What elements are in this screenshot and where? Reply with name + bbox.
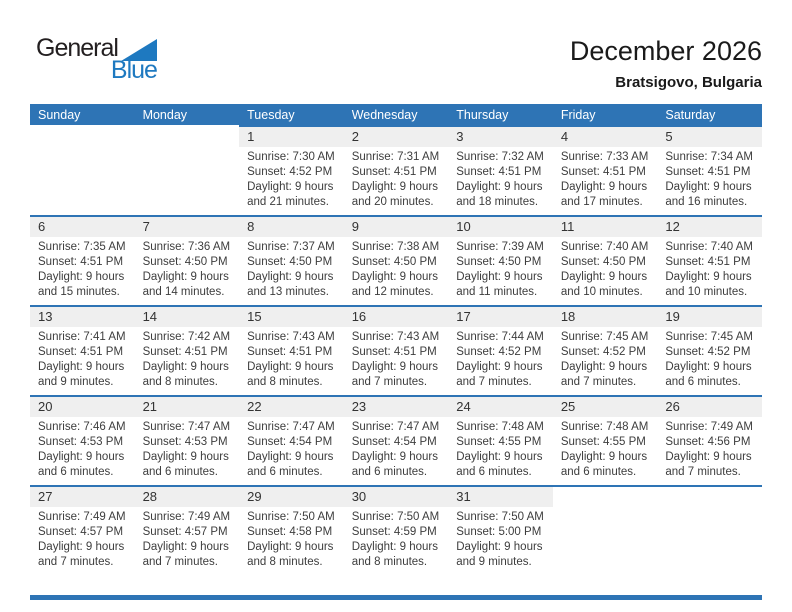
detail-line: Daylight: 9 hours xyxy=(665,271,752,283)
day-number-band xyxy=(239,307,344,327)
day-details xyxy=(30,327,135,390)
detail-line: Sunset: 4:59 PM xyxy=(351,526,437,538)
detail-line: Daylight: 9 hours xyxy=(247,181,334,193)
day-details xyxy=(30,507,135,570)
day-number: 15 xyxy=(247,309,262,324)
day-number: 20 xyxy=(38,399,53,414)
detail-line: Daylight: 9 hours xyxy=(38,271,125,283)
day-number xyxy=(553,489,561,504)
day-number-band xyxy=(448,127,553,147)
detail-line: Sunrise: 7:39 AM xyxy=(456,241,544,253)
day-number-band xyxy=(553,397,658,417)
day-cell-6 xyxy=(30,215,135,305)
week-row xyxy=(30,215,762,305)
detail-line: Sunset: 4:54 PM xyxy=(247,436,333,448)
day-number: 9 xyxy=(351,219,359,234)
day-number: 30 xyxy=(351,489,367,504)
detail-line: and 6 minutes. xyxy=(456,466,532,478)
empty-cell xyxy=(135,125,240,215)
detail-line: Sunrise: 7:35 AM xyxy=(38,241,126,253)
day-number: 22 xyxy=(247,399,262,414)
empty-cell xyxy=(553,485,658,575)
detail-line: and 6 minutes. xyxy=(142,466,218,478)
detail-line: Sunrise: 7:36 AM xyxy=(142,241,231,253)
day-details xyxy=(30,417,135,480)
detail-line: Daylight: 9 hours xyxy=(560,451,648,463)
detail-line: Sunrise: 7:49 AM xyxy=(142,511,231,523)
detail-line: Sunrise: 7:44 AM xyxy=(456,331,544,343)
general-blue-logo xyxy=(36,36,157,83)
day-number-band xyxy=(135,125,240,145)
day-number: 2 xyxy=(351,129,359,144)
detail-line: Sunset: 4:50 PM xyxy=(456,256,542,268)
day-cell-10 xyxy=(448,215,553,305)
day-number: 16 xyxy=(351,309,367,324)
day-cell-17 xyxy=(448,305,553,395)
detail-line: Sunset: 4:51 PM xyxy=(456,166,542,178)
detail-line: Daylight: 9 hours xyxy=(456,361,543,373)
detail-line: Sunrise: 7:45 AM xyxy=(560,331,649,343)
detail-line: Sunrise: 7:48 AM xyxy=(456,421,544,433)
detail-line: and 6 minutes. xyxy=(247,466,323,478)
detail-line: Sunrise: 7:49 AM xyxy=(665,421,753,433)
day-number-band xyxy=(135,217,240,237)
title-block xyxy=(570,36,762,91)
day-number-band xyxy=(30,217,135,237)
detail-line: Sunset: 4:55 PM xyxy=(560,436,646,448)
day-number: 5 xyxy=(665,129,673,144)
day-details xyxy=(135,145,240,148)
empty-cell xyxy=(30,125,135,215)
detail-line: Sunset: 5:00 PM xyxy=(456,526,542,538)
detail-line: Sunset: 4:53 PM xyxy=(142,436,228,448)
day-cell-22 xyxy=(239,395,344,485)
detail-line: and 17 minutes. xyxy=(560,196,643,208)
day-number-band xyxy=(344,487,449,507)
detail-line: and 9 minutes. xyxy=(38,376,114,388)
detail-line: and 9 minutes. xyxy=(456,556,532,568)
detail-line: Sunset: 4:57 PM xyxy=(38,526,124,538)
detail-line: Sunset: 4:51 PM xyxy=(665,256,751,268)
day-number: 25 xyxy=(560,399,576,414)
day-number-band xyxy=(135,487,240,507)
day-number-band xyxy=(553,487,658,507)
detail-line: and 6 minutes. xyxy=(560,466,637,478)
weekday-header-saturday: Saturday xyxy=(657,104,762,125)
detail-line: Sunrise: 7:50 AM xyxy=(247,511,335,523)
day-details xyxy=(344,507,449,570)
detail-line: Sunrise: 7:40 AM xyxy=(560,241,649,253)
day-cell-12 xyxy=(657,215,762,305)
detail-line: Sunset: 4:51 PM xyxy=(560,166,646,178)
detail-line: Sunset: 4:51 PM xyxy=(38,346,124,358)
day-number xyxy=(30,127,38,142)
logo-text-blue: Blue xyxy=(110,56,157,84)
day-number-band xyxy=(657,487,762,507)
detail-line: Daylight: 9 hours xyxy=(560,181,648,193)
day-cell-27 xyxy=(30,485,135,575)
day-details xyxy=(239,147,344,210)
detail-line: Daylight: 9 hours xyxy=(351,181,438,193)
detail-line: and 6 minutes. xyxy=(665,376,741,388)
detail-line: and 7 minutes. xyxy=(560,376,637,388)
day-cell-3 xyxy=(448,125,553,215)
day-cell-28 xyxy=(135,485,240,575)
detail-line: Daylight: 9 hours xyxy=(38,451,125,463)
detail-line: and 11 minutes. xyxy=(456,286,538,298)
detail-line: Sunset: 4:51 PM xyxy=(38,256,124,268)
day-number: 26 xyxy=(665,399,680,414)
detail-line: and 16 minutes. xyxy=(665,196,748,208)
day-number-band xyxy=(30,397,135,417)
day-number: 18 xyxy=(560,309,576,324)
day-cell-7 xyxy=(135,215,240,305)
day-details xyxy=(657,237,762,300)
day-number-band xyxy=(239,487,344,507)
day-number: 3 xyxy=(456,129,464,144)
detail-line: Sunset: 4:50 PM xyxy=(247,256,333,268)
day-details xyxy=(448,147,553,210)
weekday-header-friday: Friday xyxy=(553,104,658,125)
week-row xyxy=(30,125,762,215)
day-cell-23 xyxy=(344,395,449,485)
detail-line: Sunset: 4:55 PM xyxy=(456,436,542,448)
day-number-band xyxy=(553,127,658,147)
logo-text-general: General xyxy=(36,34,118,62)
detail-line: Sunset: 4:57 PM xyxy=(142,526,228,538)
detail-line: Sunrise: 7:45 AM xyxy=(665,331,753,343)
detail-line: and 6 minutes. xyxy=(351,466,428,478)
detail-line: Sunrise: 7:40 AM xyxy=(665,241,753,253)
detail-line: Sunset: 4:54 PM xyxy=(351,436,437,448)
detail-line: and 10 minutes. xyxy=(665,286,748,298)
detail-line: Daylight: 9 hours xyxy=(456,181,543,193)
day-number-band xyxy=(135,397,240,417)
day-details xyxy=(448,417,553,480)
day-details xyxy=(344,237,449,300)
day-number-band xyxy=(448,397,553,417)
day-cell-16 xyxy=(344,305,449,395)
detail-line: Sunset: 4:50 PM xyxy=(142,256,228,268)
detail-line: Daylight: 9 hours xyxy=(247,541,334,553)
day-number: 27 xyxy=(38,489,53,504)
day-number xyxy=(657,489,665,504)
detail-line: Daylight: 9 hours xyxy=(351,541,438,553)
detail-line: Daylight: 9 hours xyxy=(38,361,125,373)
detail-line: Daylight: 9 hours xyxy=(456,271,543,283)
day-number-band xyxy=(657,307,762,327)
detail-line: Sunrise: 7:37 AM xyxy=(247,241,335,253)
day-number: 17 xyxy=(456,309,471,324)
day-number: 23 xyxy=(351,399,367,414)
day-number-band xyxy=(239,217,344,237)
day-cell-14 xyxy=(135,305,240,395)
day-number: 11 xyxy=(560,219,575,234)
detail-line: and 7 minutes. xyxy=(351,376,428,388)
detail-line: Sunrise: 7:43 AM xyxy=(351,331,440,343)
page-title: December 2026 xyxy=(569,36,762,66)
detail-line: Sunset: 4:58 PM xyxy=(247,526,333,538)
detail-line: and 18 minutes. xyxy=(456,196,539,208)
detail-line: Daylight: 9 hours xyxy=(665,181,752,193)
detail-line: Daylight: 9 hours xyxy=(142,361,229,373)
footer-accent-bar xyxy=(30,595,762,600)
calendar-table xyxy=(30,104,762,575)
day-cell-21 xyxy=(135,395,240,485)
day-number: 13 xyxy=(38,309,53,324)
detail-line: and 6 minutes. xyxy=(38,466,114,478)
day-details xyxy=(657,417,762,480)
day-number-band xyxy=(344,217,449,237)
detail-line: Sunrise: 7:47 AM xyxy=(351,421,440,433)
day-details xyxy=(135,237,240,300)
day-number-band xyxy=(239,397,344,417)
day-details xyxy=(135,507,240,570)
day-number xyxy=(135,127,143,142)
day-cell-9 xyxy=(344,215,449,305)
weekday-header-sunday: Sunday xyxy=(30,104,135,125)
day-number-band xyxy=(30,307,135,327)
day-cell-2 xyxy=(344,125,449,215)
day-number-band xyxy=(657,127,762,147)
detail-line: and 7 minutes. xyxy=(456,376,532,388)
day-number-band xyxy=(239,127,344,147)
detail-line: and 12 minutes. xyxy=(351,286,434,298)
detail-line: Sunset: 4:56 PM xyxy=(665,436,751,448)
day-details xyxy=(239,417,344,480)
detail-line: Daylight: 9 hours xyxy=(560,361,648,373)
detail-line: Sunrise: 7:41 AM xyxy=(38,331,126,343)
day-details xyxy=(657,327,762,390)
day-details xyxy=(30,237,135,300)
day-number: 4 xyxy=(560,129,569,144)
day-cell-15 xyxy=(239,305,344,395)
day-cell-5 xyxy=(657,125,762,215)
day-details xyxy=(553,327,658,390)
day-number: 8 xyxy=(247,219,255,234)
day-details xyxy=(657,147,762,210)
day-details xyxy=(553,507,658,510)
day-number-band xyxy=(344,397,449,417)
day-number: 7 xyxy=(142,219,150,234)
detail-line: Sunrise: 7:30 AM xyxy=(247,151,335,163)
detail-line: Sunrise: 7:32 AM xyxy=(456,151,544,163)
day-number-band xyxy=(448,487,553,507)
detail-line: and 7 minutes. xyxy=(38,556,114,568)
detail-line: Sunset: 4:50 PM xyxy=(560,256,646,268)
day-cell-29 xyxy=(239,485,344,575)
day-details xyxy=(448,237,553,300)
detail-line: and 8 minutes. xyxy=(351,556,428,568)
detail-line: and 7 minutes. xyxy=(665,466,741,478)
detail-line: Sunset: 4:51 PM xyxy=(351,346,437,358)
detail-line: Sunset: 4:50 PM xyxy=(351,256,437,268)
detail-line: Sunrise: 7:38 AM xyxy=(351,241,440,253)
day-details xyxy=(448,507,553,570)
day-number-band xyxy=(657,397,762,417)
detail-line: Daylight: 9 hours xyxy=(247,271,334,283)
day-number: 6 xyxy=(38,219,46,234)
detail-line: Sunset: 4:52 PM xyxy=(456,346,542,358)
day-cell-31 xyxy=(448,485,553,575)
day-details xyxy=(239,507,344,570)
detail-line: Daylight: 9 hours xyxy=(351,361,438,373)
weekday-header-thursday: Thursday xyxy=(448,104,553,125)
day-details xyxy=(135,327,240,390)
detail-line: Sunrise: 7:34 AM xyxy=(665,151,753,163)
weekday-header-wednesday: Wednesday xyxy=(344,104,449,125)
day-number: 21 xyxy=(142,399,158,414)
detail-line: Sunrise: 7:50 AM xyxy=(351,511,440,523)
detail-line: Sunrise: 7:33 AM xyxy=(560,151,649,163)
day-number-band xyxy=(30,487,135,507)
detail-line: Sunrise: 7:43 AM xyxy=(247,331,335,343)
detail-line: Sunset: 4:51 PM xyxy=(142,346,228,358)
detail-line: Sunrise: 7:42 AM xyxy=(142,331,231,343)
detail-line: Daylight: 9 hours xyxy=(247,361,334,373)
day-number-band xyxy=(135,307,240,327)
day-number: 1 xyxy=(247,129,255,144)
day-details xyxy=(553,147,658,210)
detail-line: and 8 minutes. xyxy=(247,376,323,388)
detail-line: Daylight: 9 hours xyxy=(38,541,125,553)
detail-line: Sunrise: 7:49 AM xyxy=(38,511,126,523)
detail-line: Sunrise: 7:50 AM xyxy=(456,511,544,523)
day-details xyxy=(553,237,658,300)
detail-line: Sunset: 4:51 PM xyxy=(247,346,333,358)
day-number: 14 xyxy=(142,309,158,324)
detail-line: Sunrise: 7:47 AM xyxy=(247,421,335,433)
day-number-band xyxy=(448,217,553,237)
detail-line: Sunset: 4:52 PM xyxy=(665,346,751,358)
weekday-header-row xyxy=(30,104,762,125)
day-number-band xyxy=(657,217,762,237)
detail-line: Sunrise: 7:31 AM xyxy=(351,151,440,163)
day-details xyxy=(344,327,449,390)
detail-line: Daylight: 9 hours xyxy=(456,541,543,553)
day-cell-1 xyxy=(239,125,344,215)
day-details xyxy=(448,327,553,390)
detail-line: Daylight: 9 hours xyxy=(142,451,229,463)
day-number-band xyxy=(553,217,658,237)
day-number: 28 xyxy=(142,489,158,504)
day-cell-20 xyxy=(30,395,135,485)
detail-line: Sunrise: 7:48 AM xyxy=(560,421,649,433)
weekday-header-tuesday: Tuesday xyxy=(239,104,344,125)
detail-line: and 10 minutes. xyxy=(560,286,643,298)
detail-line: Sunset: 4:51 PM xyxy=(665,166,751,178)
day-details xyxy=(344,147,449,210)
detail-line: and 14 minutes. xyxy=(142,286,225,298)
detail-line: and 13 minutes. xyxy=(247,286,329,298)
day-number-band xyxy=(448,307,553,327)
day-number-band xyxy=(344,307,449,327)
detail-line: Sunrise: 7:46 AM xyxy=(38,421,126,433)
weekday-header-monday: Monday xyxy=(135,104,240,125)
detail-line: and 8 minutes. xyxy=(247,556,323,568)
detail-line: Daylight: 9 hours xyxy=(142,271,229,283)
day-cell-4 xyxy=(553,125,658,215)
detail-line: Daylight: 9 hours xyxy=(665,451,752,463)
day-cell-25 xyxy=(553,395,658,485)
day-details xyxy=(135,417,240,480)
week-row xyxy=(30,485,762,575)
day-cell-8 xyxy=(239,215,344,305)
detail-line: Daylight: 9 hours xyxy=(665,361,752,373)
detail-line: Sunset: 4:52 PM xyxy=(560,346,646,358)
day-details xyxy=(553,417,658,480)
detail-line: Sunset: 4:51 PM xyxy=(351,166,437,178)
day-number: 19 xyxy=(665,309,680,324)
detail-line: and 7 minutes. xyxy=(142,556,218,568)
week-row xyxy=(30,305,762,395)
day-cell-13 xyxy=(30,305,135,395)
day-details xyxy=(239,327,344,390)
detail-line: Sunset: 4:52 PM xyxy=(247,166,333,178)
detail-line: Daylight: 9 hours xyxy=(142,541,229,553)
day-number-band xyxy=(553,307,658,327)
day-number-band xyxy=(344,127,449,147)
day-number: 12 xyxy=(665,219,680,234)
day-cell-19 xyxy=(657,305,762,395)
week-row xyxy=(30,395,762,485)
empty-cell xyxy=(657,485,762,575)
day-number: 24 xyxy=(456,399,471,414)
day-number: 29 xyxy=(247,489,262,504)
day-cell-26 xyxy=(657,395,762,485)
day-number: 31 xyxy=(456,489,471,504)
detail-line: and 20 minutes. xyxy=(351,196,434,208)
day-details xyxy=(239,237,344,300)
day-cell-18 xyxy=(553,305,658,395)
calendar-body xyxy=(30,125,762,575)
day-details xyxy=(657,507,762,510)
day-number-band xyxy=(30,125,135,145)
day-cell-24 xyxy=(448,395,553,485)
detail-line: and 21 minutes. xyxy=(247,196,329,208)
detail-line: Daylight: 9 hours xyxy=(560,271,648,283)
detail-line: Daylight: 9 hours xyxy=(456,451,543,463)
detail-line: and 15 minutes. xyxy=(38,286,120,298)
detail-line: Daylight: 9 hours xyxy=(351,271,438,283)
detail-line: Sunrise: 7:47 AM xyxy=(142,421,231,433)
detail-line: Daylight: 9 hours xyxy=(247,451,334,463)
day-number: 10 xyxy=(456,219,471,234)
day-details xyxy=(30,145,135,148)
calendar-header xyxy=(30,104,762,125)
detail-line: and 8 minutes. xyxy=(142,376,218,388)
day-details xyxy=(344,417,449,480)
detail-line: Daylight: 9 hours xyxy=(351,451,438,463)
day-cell-11 xyxy=(553,215,658,305)
day-cell-30 xyxy=(344,485,449,575)
location-subtitle: Bratsigovo, Bulgaria xyxy=(615,74,762,92)
detail-line: Sunset: 4:53 PM xyxy=(38,436,124,448)
